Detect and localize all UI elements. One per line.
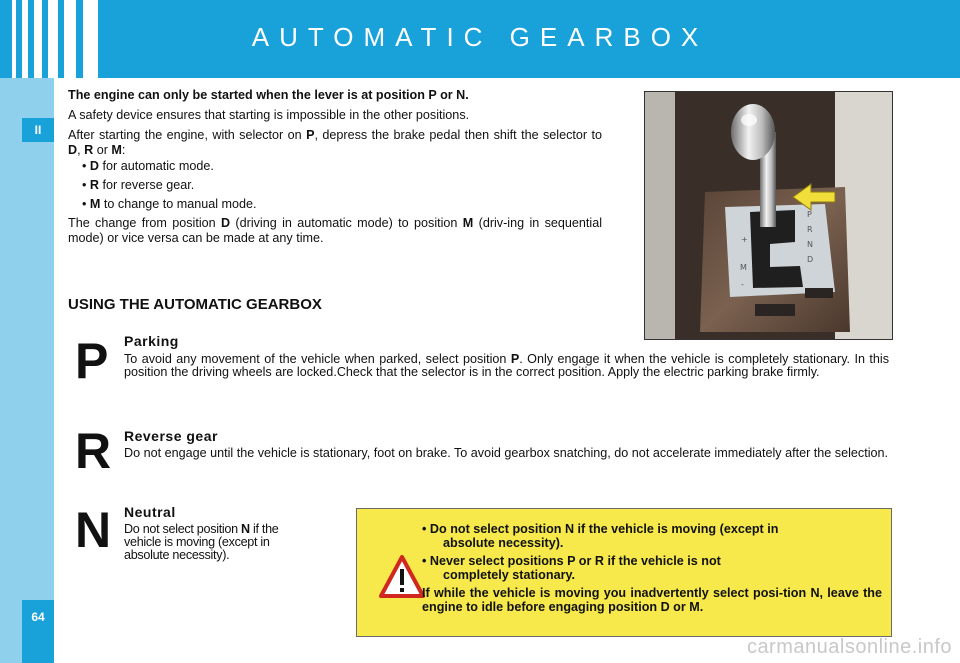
page-number: 64 [31,610,45,624]
header-stripe [83,0,98,78]
gear-selector-photo [644,91,893,340]
intro-line-3: After starting the engine, with selector on P, depress the brake pedal then shift the selector to D, R or M: [68,128,602,157]
reverse-heading: Reverse gear [124,428,218,444]
header-stripe [12,0,16,78]
warning-text [422,522,882,618]
intro-line-1: The engine can only be started when the lever is at position P or N. [68,88,469,102]
warning-paragraph: If while the vehicle is moving you inadvertently select posi-tion N, leave the engine to idle before engaging position D or M. [422,586,882,614]
intro-section [68,88,602,251]
left-margin-strip [0,0,54,663]
footer-watermark: carmanualsonline.info [746,636,952,658]
chapter-tab: II [22,118,54,142]
neutral-heading: Neutral [124,504,176,520]
header-stripe [34,0,42,78]
gate-letter-p: P [807,210,812,219]
header-stripe [48,0,58,78]
reverse-text: Do not engage until the vehicle is stationary, foot on brake. To avoid gearbox snatching, do not accelerate immediately after the selection. [124,446,889,460]
header-stripe [64,0,76,78]
warning-box [356,508,892,637]
bullet-r: • R for reverse gear. [82,178,195,192]
section-heading-using: USING THE AUTOMATIC GEARBOX [68,296,322,313]
page-title: AUTOMATIC GEARBOX [251,22,709,52]
letter-r-icon: R [75,423,112,479]
gear-selector-illustration [645,92,892,339]
bullet-m: • M to change to manual mode. [82,197,257,211]
header-stripe [22,0,28,78]
gate-letter-plus: + [741,235,748,244]
gate-letter-minus: - [741,280,744,289]
warning-bullet-2: • Never select positions P or R if the vehicle is not completely stationary. [422,554,721,582]
bullet-d: • D for automatic mode. [82,159,214,173]
gate-letter-m: M [740,263,747,272]
gate-letter-d: D [807,255,814,264]
warning-triangle-icon [379,554,425,600]
letter-p-icon: P [75,333,109,389]
intro-line-4: The change from position D (driving in automatic mode) to position M (driv-ing in sequential mode) or vice versa can be made at any time. [68,216,603,245]
letter-n-icon: N [75,502,112,558]
parking-heading: Parking [124,333,179,349]
neutral-text: Do not select position N if the vehicle is moving (except in absolute necessity). [124,522,279,562]
gate-letter-n: N [807,240,813,249]
intro-line-2: A safety device ensures that starting is impossible in the other positions. [68,108,470,122]
warning-bullet-1: • Do not select position N if the vehicle is moving (except in absolute necessity). [422,522,779,550]
gate-letter-r: R [807,225,813,234]
parking-text: To avoid any movement of the vehicle when parked, select position P. Only engage it when the vehicle is completely stationary. In this position the driving wheels are locked.Check that the selector is in the correct position. Apply the electric parking brake firmly. [124,352,890,379]
